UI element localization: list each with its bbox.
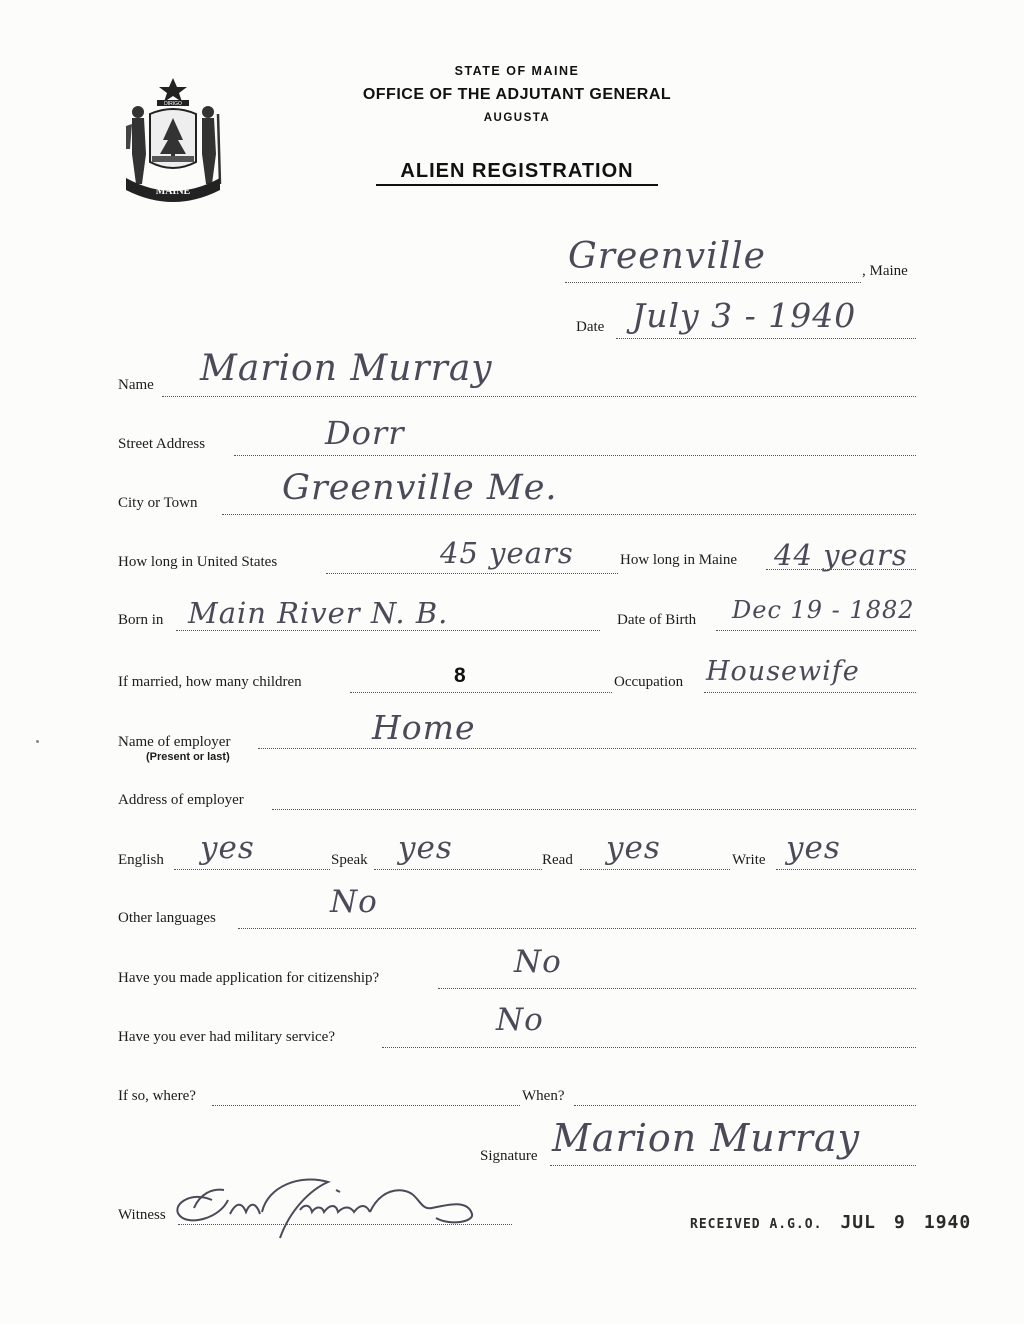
where-line	[212, 1105, 520, 1106]
maine-label: How long in Maine	[620, 552, 738, 568]
stamp-day: 9	[893, 1212, 906, 1233]
us-line	[326, 573, 618, 574]
street-label: Street Address	[118, 436, 206, 452]
speak-line	[374, 869, 542, 870]
children-label: If married, how many children	[118, 674, 302, 690]
name-value: Marion Murray	[200, 348, 493, 389]
us-label: How long in United States	[118, 554, 278, 570]
write-line	[776, 869, 916, 870]
where-label: If so, where?	[118, 1088, 196, 1104]
other-lang-label: Other languages	[118, 910, 216, 926]
children-value: 8	[454, 664, 466, 687]
signature-value: Marion Murray	[552, 1116, 861, 1160]
occupation-value: Housewife	[706, 656, 860, 687]
dob-line	[716, 630, 916, 631]
witness-signature	[150, 1160, 540, 1260]
employer-address-line	[272, 809, 916, 810]
military-label: Have you ever had military service?	[118, 1029, 335, 1045]
employer-address-label: Address of employer	[118, 792, 244, 808]
born-label: Born in	[118, 612, 164, 628]
born-value: Main River N. B.	[188, 596, 449, 630]
read-line	[580, 869, 730, 870]
stamp-year: 1940	[923, 1212, 972, 1233]
when-line	[574, 1105, 916, 1106]
header-state: STATE OF MAINE	[454, 64, 580, 78]
name-label: Name	[118, 377, 154, 393]
occupation-line	[704, 692, 916, 693]
title-underline	[376, 184, 658, 186]
header-office: OFFICE OF THE ADJUTANT GENERAL	[362, 86, 672, 103]
date-label: Date	[576, 319, 605, 335]
signature-label: Signature	[480, 1148, 538, 1164]
us-value: 45 years	[440, 536, 574, 570]
employer-value: Home	[372, 708, 476, 747]
read-value: yes	[606, 830, 661, 866]
city-label: City or Town	[118, 495, 198, 511]
date-line	[616, 338, 916, 339]
read-label: Read	[542, 852, 573, 868]
place-line	[565, 282, 861, 283]
write-value: yes	[786, 830, 841, 866]
stamp-month: JUL	[840, 1212, 876, 1233]
place-suffix: , Maine	[862, 263, 908, 279]
born-line	[176, 630, 600, 631]
signature-line	[550, 1165, 916, 1166]
seal-banner: MAINE	[155, 186, 191, 197]
city-line	[222, 514, 916, 515]
english-label: English	[118, 852, 164, 868]
children-line	[350, 692, 612, 693]
street-value: Dorr	[325, 414, 405, 452]
other-lang-value: No	[330, 884, 378, 920]
date-value: July 3 - 1940	[632, 296, 857, 335]
name-line	[162, 396, 916, 397]
stamp-received: RECEIVED A.G.O.	[690, 1217, 823, 1232]
employer-line	[258, 748, 916, 749]
write-label: Write	[732, 852, 766, 868]
citizenship-label: Have you made application for citizenship?	[118, 970, 380, 986]
english-value: yes	[200, 830, 255, 866]
military-value: No	[496, 1002, 544, 1038]
witness-label: Witness	[118, 1207, 166, 1223]
speak-label: Speak	[331, 852, 368, 868]
employer-label: Name of employer	[118, 734, 231, 750]
military-line	[382, 1047, 916, 1048]
street-line	[234, 455, 916, 456]
citizenship-line	[438, 988, 916, 989]
other-lang-line	[238, 928, 916, 929]
received-stamp	[690, 1212, 971, 1233]
place-value: Greenville	[568, 236, 766, 277]
header-city: AUGUSTA	[483, 112, 551, 124]
paper-speck	[36, 740, 39, 743]
maine-value: 44 years	[774, 538, 908, 572]
speak-value: yes	[398, 830, 453, 866]
dob-value: Dec 19 - 1882	[732, 596, 915, 624]
seal-motto: DIRIGO	[164, 101, 182, 107]
citizenship-value: No	[514, 944, 562, 980]
when-label: When?	[522, 1088, 565, 1104]
employer-sublabel: (Present or last)	[146, 751, 230, 763]
occupation-label: Occupation	[614, 674, 684, 690]
english-line	[174, 869, 330, 870]
dob-label: Date of Birth	[617, 612, 697, 628]
city-value: Greenville Me.	[282, 468, 558, 508]
form-title: ALIEN REGISTRATION	[400, 160, 634, 182]
